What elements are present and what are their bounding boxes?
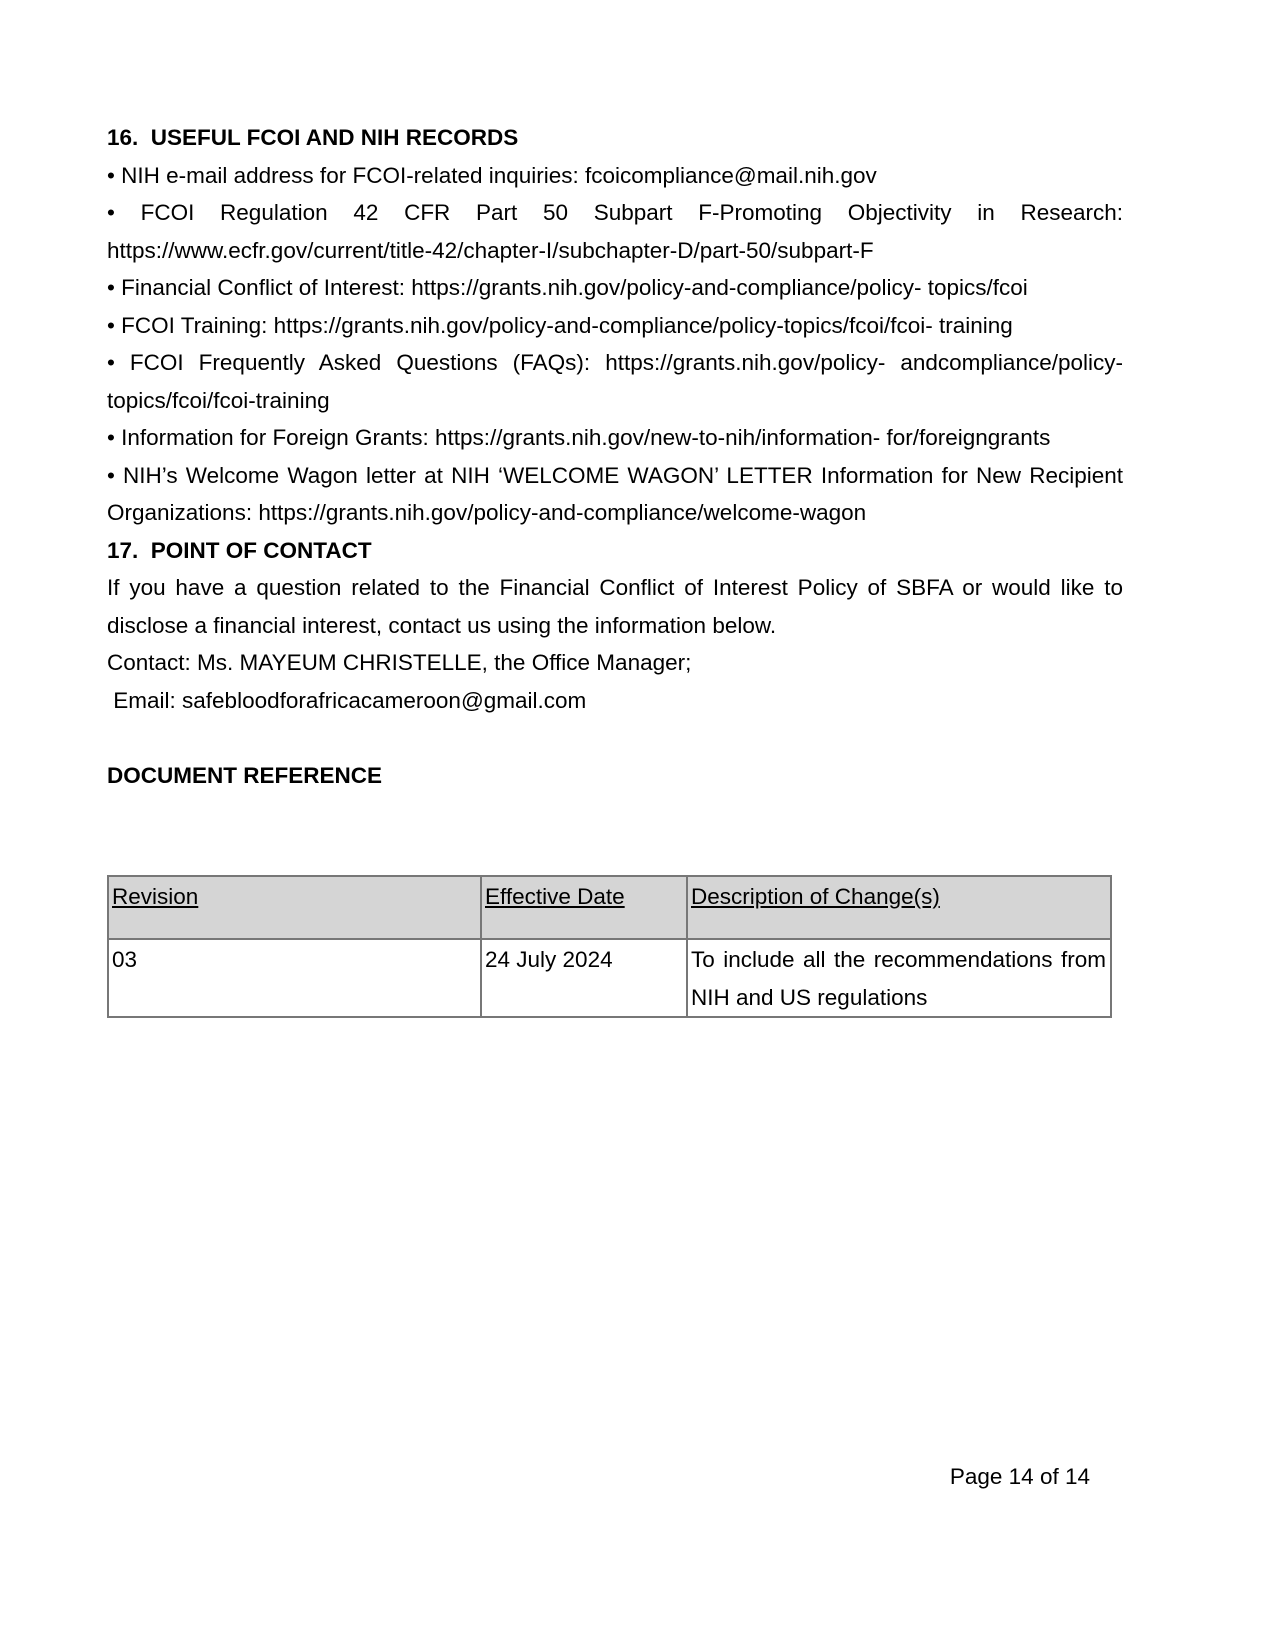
bullet-welcome-wagon-line2: Organizations: https://grants.nih.gov/policy-and-compliance/welcome-wagon — [107, 500, 867, 525]
bullet-fcoi-faqs-line2: topics/fcoi/fcoi-training — [107, 387, 330, 413]
contact-email-line: Email: safebloodforafricacameroon@gmail.com — [107, 687, 587, 713]
table-header-description-label: Description of Change(s) — [691, 884, 940, 909]
bullet-fcoi-faqs-line1: • FCOI Frequently Asked Questions (FAQs): https://grants.nih.gov/policy- andcompliance/policy- — [107, 350, 1123, 375]
bullet-welcome-wagon-line1: • NIH’s Welcome Wagon letter at NIH ‘WELCOME WAGON’ LETTER Information for New Recipient — [107, 462, 1123, 488]
table-header-description — [687, 876, 1111, 939]
blank-line — [107, 719, 1123, 757]
cell-description-line2: NIH and US regulations — [691, 984, 928, 1010]
section-17-heading: 17. POINT OF CONTACT — [107, 537, 372, 563]
table-header-row — [108, 876, 1111, 939]
document-content — [107, 119, 1123, 1018]
bullet-financial-conflict: • Financial Conflict of Interest: https://grants.nih.gov/policy-and-compliance/policy- topics/fcoi — [107, 275, 1028, 300]
document-reference-heading: DOCUMENT REFERENCE — [107, 762, 383, 788]
table-header-revision-label: Revision — [112, 884, 199, 909]
document-reference-table — [107, 875, 1112, 1018]
bullet-nih-email: • NIH e-mail address for FCOI-related inquiries: fcoicompliance@mail.nih.gov — [107, 162, 877, 188]
contact-person-line: Contact: Ms. MAYEUM CHRISTELLE, the Office Manager; — [107, 650, 692, 675]
bullet-fcoi-regulation-line2: https://www.ecfr.gov/current/title-42/chapter-I/subchapter-D/part-50/subpart-F — [107, 237, 874, 263]
page-number: Page 14 of 14 — [949, 1464, 1090, 1489]
table-header-effective-date — [481, 876, 687, 939]
table-header-effective-date-label: Effective Date — [485, 884, 625, 909]
cell-description — [687, 939, 1111, 1017]
cell-effective-date: 24 July 2024 — [481, 939, 687, 1017]
table-row — [108, 939, 1111, 1017]
section-16-heading: 16. USEFUL FCOI AND NIH RECORDS — [107, 125, 519, 150]
contact-paragraph-line2: disclose a financial interest, contact us using the information below. — [107, 612, 777, 638]
bullet-fcoi-regulation-line1: • FCOI Regulation 42 CFR Part 50 Subpart F-Promoting Objectivity in Research: — [107, 200, 1123, 225]
bullet-foreign-grants: • Information for Foreign Grants: https://grants.nih.gov/new-to-nih/information- for/foreigngrants — [107, 425, 1051, 450]
cell-revision: 03 — [108, 939, 481, 1017]
bullet-fcoi-training: • FCOI Training: https://grants.nih.gov/policy-and-compliance/policy-topics/fcoi/fcoi- training — [107, 312, 1013, 338]
cell-description-line1: To include all the recommendations from — [691, 947, 1106, 972]
contact-paragraph-line1: If you have a question related to the Financial Conflict of Interest Policy of SBFA or would like to — [107, 575, 1123, 600]
table-header-revision — [108, 876, 481, 939]
